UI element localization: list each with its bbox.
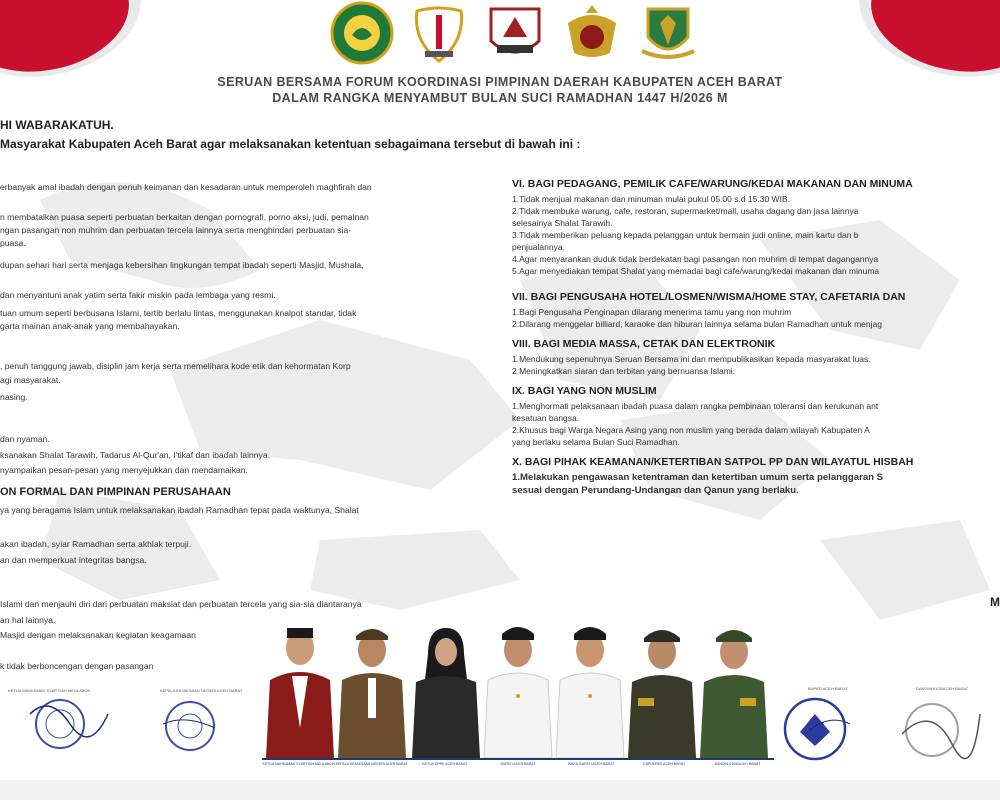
left-line: tuan umum seperti berbusana Islami, tertib berlalu lintas, menggunakan knalpot standar, tidak [0, 308, 357, 318]
official-portrait-military [696, 618, 772, 758]
official-caption: KETUA DPRK ACEH BARAT [422, 762, 468, 766]
section-item: sesuai dengan Perundang-Undangan dan Qanun yang berlaku. [512, 485, 799, 496]
section-item: 4.Agar menyarankan duduk tidak berdekatan bagi pasangan non muhrim di tempat dagangannya [512, 254, 879, 264]
official-portrait-police [624, 618, 700, 758]
left-line: dan nyaman. [0, 434, 50, 444]
official-caption: KAPOLRES ACEH BARAT [643, 762, 686, 766]
signature-block-left [0, 680, 250, 770]
left-line: puasa. [0, 238, 26, 248]
left-line: nasing. [0, 392, 28, 402]
official-caption: DANDIM 0105/ACEH BARAT [714, 762, 761, 766]
kodim-logo [407, 1, 471, 65]
left-line: n membatalkan puasa seperti perbuatan berkaitan dengan pornografi, porno aksi, judi, pemainan [0, 212, 369, 222]
section-item: 1.Melakukan pengawasan ketentraman dan ketertiban umum serta pelanggaran S [512, 472, 884, 483]
left-line: dan menyantuni anak yatim serta fakir miskin pada lembaga yang resmi. [0, 290, 276, 300]
title-line-1: SERUAN BERSAMA FORUM KOORDINASI PIMPINAN DAERAH KABUPATEN ACEH BARAT [217, 75, 783, 89]
section-item: kesatuan bangsa. [512, 413, 580, 423]
left-line: erbanyak amal ibadah dengan penuh keimanan dan kesadaran untuk memperoleh maghfirah dan [0, 182, 372, 192]
section-item: 2.Meningkatkan siaran dan terbitan yang bernuansa Islami. [512, 366, 736, 376]
section-item: 1.Mendukung sepenuhnya Seruan Bersama ini dan mempublikasikan kepada masyarakat luas. [512, 354, 871, 364]
intro-statement: Masyarakat Kabupaten Aceh Barat agar melaksanakan ketentuan sebagaimana tersebut di bawah ini : [0, 137, 581, 151]
polri-logo [560, 1, 624, 65]
signature-title: BUPATI ACEH BARAT [808, 686, 849, 691]
official-caption: BUPATI ACEH BARAT [500, 762, 536, 766]
section-item: 2.Tidak membuka warung, cafe, restoran, supermarket/mall, usaha dagang dan jasa lainnya [512, 206, 859, 216]
right-column [512, 178, 1000, 578]
left-line: , penuh tanggung jawab, disiplin jam kerja serta memelihara kode etik dan kehormatan Korp [0, 361, 351, 371]
stamp-signature-left-2 [155, 694, 225, 754]
left-line: Masjid dengan melaksanakan kegiatan keagamaan [0, 630, 196, 640]
left-line: ya yang beragama Islam untuk melaksanakan ibadah Ramadhan tepat pada waktunya, Shalat [0, 505, 359, 515]
greeting: HI WABARAKATUH. [0, 118, 114, 132]
section-viii [512, 338, 1000, 377]
left-line: garta mainan anak-anak yang membahayakan. [0, 321, 180, 331]
section-heading: X. BAGI PIHAK KEAMANAN/KETERTIBAN SATPOL PP DAN WILAYATUL HISBAH [512, 456, 914, 468]
section-heading: IX. BAGI YANG NON MUSLIM [512, 385, 657, 397]
left-line: k tidak berboncengan dengan pasangan [0, 661, 154, 671]
section-heading: VI. BAGI PEDAGANG, PEMILIK CAFE/WARUNG/KEDAI MAKANAN DAN MINUMA [512, 178, 913, 190]
section-item: selesainya Shalat Tarawih. [512, 218, 613, 228]
left-line: nyampaikan pesan-pesan yang menyejukkan dan mendamaikan. [0, 465, 248, 475]
section-heading: VII. BAGI PENGUSAHA HOTEL/LOSMEN/WISMA/HOME STAY, CAFETARIA DAN [512, 291, 906, 303]
section-vii [512, 291, 1000, 330]
official-captions [262, 758, 774, 775]
section-item: 3.Tidak memberikan peluang kepada pelanggan untuk bermain judi online, main kartu dan b [512, 230, 859, 240]
left-line: ksanakan Shalat Tarawih, Tadarus Al-Qur'an, I'tikaf dan ibadah lainnya. [0, 450, 271, 460]
official-portrait-bupati [480, 618, 556, 758]
officials-group-photo [262, 618, 774, 773]
document-title [0, 74, 1000, 106]
official-portrait-wakil-bupati [552, 618, 628, 758]
stamp-signature-left-1 [20, 684, 110, 754]
left-column [0, 178, 495, 678]
title-line-2: DALAM RANGKA MENYAMBUT BULAN SUCI RAMADHAN 1447 H/2026 M [272, 91, 728, 105]
left-line: ngan pasangan non muhrim dan perbuatan tercela lainnya serta menghindari perbuatan sia- [0, 225, 352, 235]
official-portrait-dprk [408, 618, 484, 758]
section-item: 1.Tidak menjual makanan dan minuman mulai pukul 05.00 s.d 15.30 WIB. [512, 194, 790, 204]
section-item: penjualannya. [512, 242, 565, 252]
stamp-signature-right-1 [780, 694, 850, 764]
section-x [512, 456, 1000, 497]
signature-title: KEPALA KEJAKSAAN NEGERI ACEH BARAT [160, 688, 243, 693]
footer-band [0, 780, 1000, 800]
signature-title: DANDIM 0105/ACEH BARAT [916, 686, 969, 691]
left-line: an dan memperkuat integritas bangsa. [0, 555, 147, 565]
left-section-heading: ON FORMAL DAN PIMPINAN PERUSAHAAN [0, 486, 231, 498]
cut-off-marker: M [990, 595, 1000, 609]
section-item: yang berlaku selama Bulan Suci Ramadhan. [512, 437, 680, 447]
institution-logos [330, 0, 700, 66]
official-caption: WAKIL BUPATI ACEH BARAT [567, 762, 615, 766]
official-portrait-judge [262, 618, 338, 758]
section-item: 2.Khusus bagi Warga Negara Asing yang non muslim yang berada dalam wilayah Kabupaten A [512, 425, 870, 435]
section-ix [512, 385, 1000, 448]
official-portrait-prosecutor [334, 618, 410, 758]
section-item: 2.Dilarang menggelar billiard, karaoke dan hiburan lainnya selama bulan Ramadhan untuk menjag [512, 319, 882, 329]
left-line: Islami dan menjauhi diri dari perbuatan maksiat dan perbuatan tercela yang sia-sia diantaranya [0, 599, 362, 609]
official-caption: KETUA MAHKAMAH SYAR'IYAH MEULABOH [262, 762, 335, 766]
left-line: an hal lainnya. [0, 615, 56, 625]
section-item: 1.Menghormati pelaksanaan ibadah puasa dalam rangka pembinaan toleransi dan kerukunan ant [512, 401, 879, 411]
left-line: agi masyarakat. [0, 375, 61, 385]
section-item: 1.Bagi Pengusaha Penginapan dilarang menerima tamu yang non muhrim [512, 307, 792, 317]
aceh-barat-logo [483, 1, 547, 65]
section-item: 5.Agar menyediakan tempat Shalat yang memadai bagi cafe/warung/kedai makanan dan minuma [512, 266, 880, 276]
mahkamah-syariyah-logo [330, 1, 394, 65]
signature-block-right [776, 680, 1000, 770]
signature-title: KETUA MAHKAMAH SYAR'IYAH MEULABOH [8, 688, 91, 693]
section-vi [512, 178, 1000, 277]
kejaksaan-logo [636, 1, 700, 65]
section-heading: VIII. BAGI MEDIA MASSA, CETAK DAN ELEKTRONIK [512, 338, 776, 350]
left-line: akan ibadah, syiar Ramadhan serta akhlak terpuji. [0, 539, 192, 549]
stamp-signature-right-2 [892, 694, 982, 764]
official-caption: KEPALA KEJAKSAAN NEGERI ACEH BARAT [335, 762, 408, 766]
left-line: dupan sehari hari serta menjaga kebersihan lingkungan tempat ibadah seperti Masjid, Mushala, [0, 260, 364, 270]
